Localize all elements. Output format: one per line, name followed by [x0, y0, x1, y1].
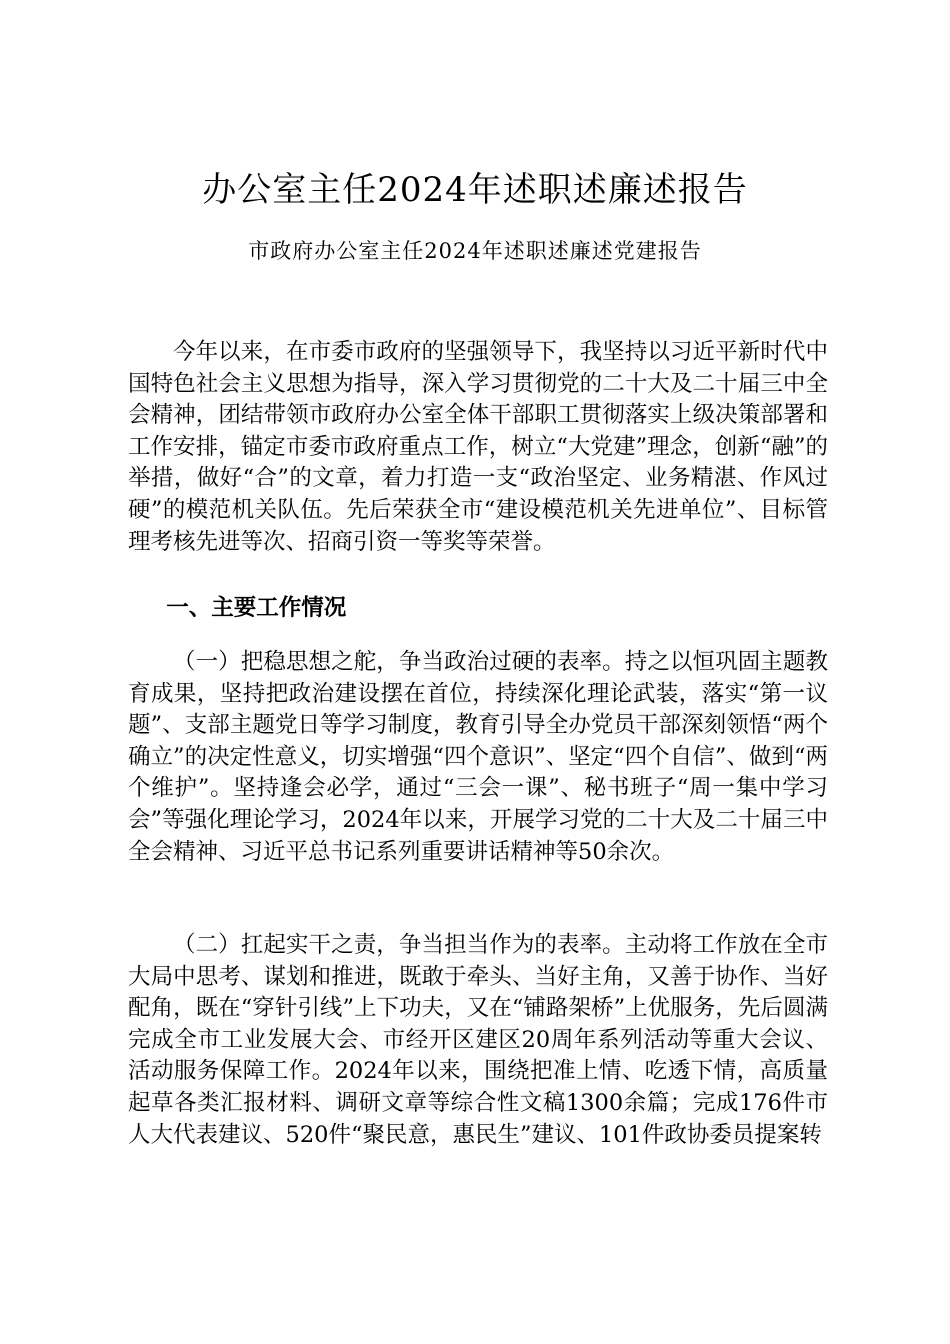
document-title: 办公室主任2024年述职述廉述报告 [202, 170, 748, 210]
intro-paragraph: 今年以来，在市委市政府的坚强领导下，我坚持以习近平新时代中国特色社会主义思想为指导，深入学习贯彻党的二十大及二十届三中全会精神，团结带领市政府办公室全体干部职工贯彻落实上级决策部署和工作安排，锚定市委市政府重点工作，树立“大党建”理念，创新“融”的举措，做好“合”的文章，着力打造一支“政治坚定、业务精湛、作风过硬”的模范机关队伍。先后荣获全市“建设模范机关先进单位”、目标管理考核先进等次、招商引资一等奖等荣誉。 [128, 339, 828, 555]
item-paragraph-1: （一）把稳思想之舵，争当政治过硬的表率。持之以恒巩固主题教育成果，坚持把政治建设摆在首位，持续深化理论武装，落实“第一议题”、支部主题党日等学习制度，教育引导全办党员干部深刻领悟“两个确立”的决定性意义，切实增强“四个意识”、坚定“四个自信”、做到“两个维护”。坚持逢会必学，通过“三会一课”、秘书班子“周一集中学习会”等强化理论学习，2024年以来，开展学习党的二十大及二十届三中全会精神、习近平总书记系列重要讲话精神等50余次。 [128, 649, 828, 865]
section-heading: 一、主要工作情况 [166, 595, 347, 621]
item-paragraph-2: （二）扛起实干之责，争当担当作为的表率。主动将工作放在全市大局中思考、谋划和推进，既敢于牵头、当好主角，又善于协作、当好配角，既在“穿针引线”上下功夫，又在“铺路架桥”上优服务，先后圆满完成全市工业发展大会、市经开区建区20周年系列活动等重大会议、活动服务保障工作。2024年以来，围绕把准上情、吃透下情，高质量起草各类汇报材料、调研文章等综合性文稿1300余篇；完成176件市人大代表建议、520件“聚民意，惠民生”建议、101件政协委员提案转 [128, 932, 828, 1148]
document-subtitle: 市政府办公室主任2024年述职述廉述党建报告 [248, 239, 702, 263]
